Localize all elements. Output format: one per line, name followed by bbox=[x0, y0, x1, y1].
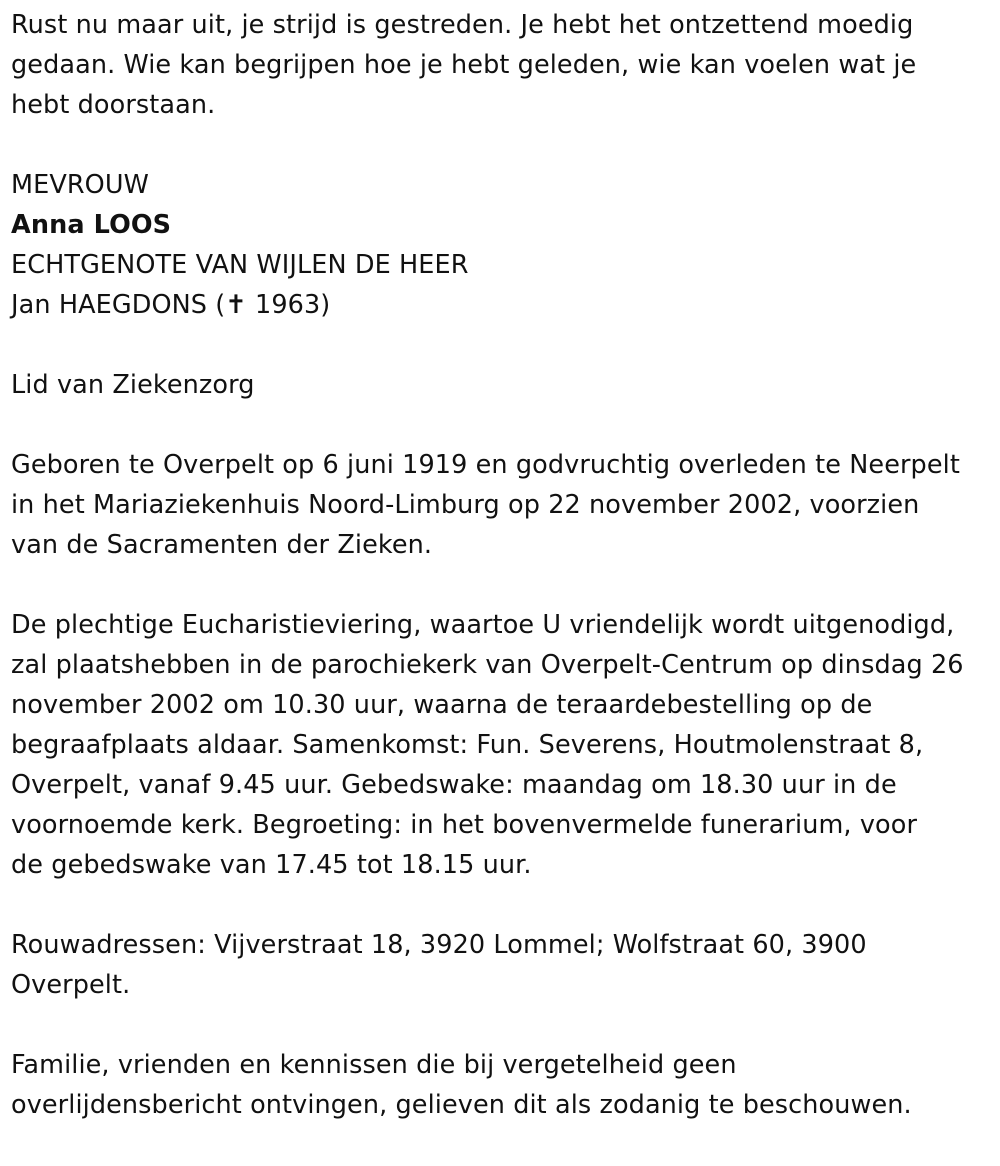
deceased-block bbox=[11, 165, 996, 325]
ceremony-line: De plechtige Eucharistieviering, waartoe U vriendelijk wordt uitgenodigd, bbox=[11, 610, 955, 640]
obituary-document bbox=[11, 5, 996, 1125]
ceremony-line: voornoemde kerk. Begroeting: in het bovenvermelde funerarium, voor bbox=[11, 810, 918, 840]
closing-line: overlijdensbericht ontvingen, gelieven dit als zodanig te beschouwen. bbox=[11, 1090, 912, 1120]
spouse-name: Jan HAEGDONS ( bbox=[11, 290, 226, 320]
deceased-relation: ECHTGENOTE VAN WIJLEN DE HEER bbox=[11, 250, 469, 280]
ceremony-line: zal plaatshebben in de parochiekerk van Overpelt-Centrum op dinsdag 26 bbox=[11, 650, 964, 680]
birth-death-paragraph bbox=[11, 445, 996, 565]
deceased-name: Anna LOOS bbox=[11, 210, 172, 240]
addresses-line: Overpelt. bbox=[11, 970, 131, 1000]
membership-text: Lid van Ziekenzorg bbox=[11, 370, 255, 400]
ceremony-line: Overpelt, vanaf 9.45 uur. Gebedswake: maandag om 18.30 uur in de bbox=[11, 770, 897, 800]
spouse-line bbox=[11, 285, 996, 325]
poem-paragraph bbox=[11, 5, 996, 125]
membership-paragraph bbox=[11, 365, 996, 405]
poem-line: Rust nu maar uit, je strijd is gestreden. Je hebt het ontzettend moedig bbox=[11, 10, 914, 40]
closing-line: Familie, vrienden en kennissen die bij vergetelheid geen bbox=[11, 1050, 737, 1080]
birth-death-line: van de Sacramenten der Zieken. bbox=[11, 530, 433, 560]
spouse-death-year: 1963) bbox=[255, 290, 331, 320]
birth-death-line: in het Mariaziekenhuis Noord-Limburg op 22 november 2002, voorzien bbox=[11, 490, 920, 520]
ceremony-line: begraafplaats aldaar. Samenkomst: Fun. Severens, Houtmolenstraat 8, bbox=[11, 730, 924, 760]
ceremony-line: november 2002 om 10.30 uur, waarna de teraardebestelling op de bbox=[11, 690, 873, 720]
deceased-title: MEVROUW bbox=[11, 170, 149, 200]
closing-paragraph bbox=[11, 1045, 996, 1125]
cross-icon: ✝ bbox=[225, 290, 247, 320]
poem-line: hebt doorstaan. bbox=[11, 90, 216, 120]
addresses-line: Rouwadressen: Vijverstraat 18, 3920 Lommel; Wolfstraat 60, 3900 bbox=[11, 930, 867, 960]
ceremony-paragraph bbox=[11, 605, 996, 885]
poem-line: gedaan. Wie kan begrijpen hoe je hebt geleden, wie kan voelen wat je bbox=[11, 50, 917, 80]
addresses-paragraph bbox=[11, 925, 996, 1005]
birth-death-line: Geboren te Overpelt op 6 juni 1919 en godvruchtig overleden te Neerpelt bbox=[11, 450, 960, 480]
ceremony-line: de gebedswake van 17.45 tot 18.15 uur. bbox=[11, 850, 532, 880]
